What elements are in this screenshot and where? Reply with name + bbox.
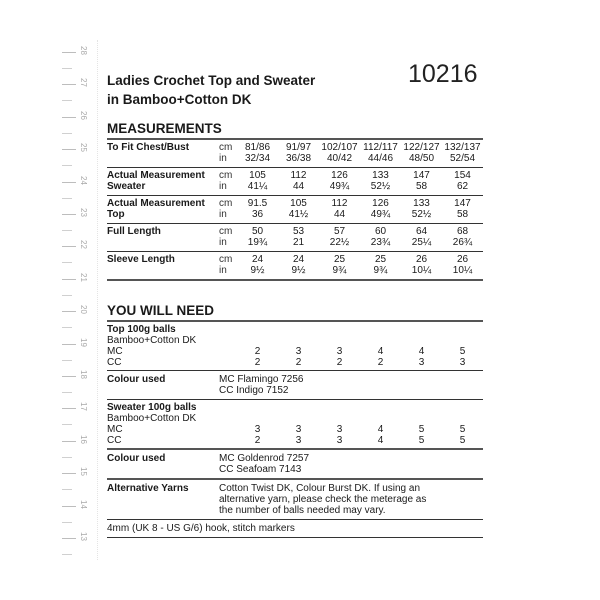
size-cell: 126 49¾ bbox=[329, 170, 350, 192]
ruler-minor-tick bbox=[62, 295, 72, 296]
ball-count: 5 bbox=[418, 424, 425, 435]
colour-used-label: Colour used bbox=[107, 374, 166, 385]
size-cell: 64 25¼ bbox=[411, 226, 432, 248]
you-will-need-section bbox=[107, 303, 483, 538]
ruler-minor-tick bbox=[62, 198, 72, 199]
ruler-minor-tick bbox=[62, 230, 72, 231]
title-line-1: Ladies Crochet Top and Sweater bbox=[107, 73, 316, 88]
ruler-minor-tick bbox=[62, 424, 72, 425]
ball-count: 2 bbox=[254, 435, 261, 446]
ball-count: 4 bbox=[377, 424, 384, 435]
sweater-yarn-name: Bamboo+Cotton DK bbox=[107, 413, 197, 424]
size-cell: 147 58 bbox=[413, 170, 430, 192]
measurement-values bbox=[237, 226, 483, 248]
ruler-label: 19 bbox=[79, 337, 88, 347]
size-cell: 24 9½ bbox=[291, 254, 306, 276]
size-cell: 60 23¾ bbox=[370, 226, 391, 248]
ruler-label: 16 bbox=[79, 434, 88, 444]
size-cell: 81/86 32/34 bbox=[244, 142, 271, 164]
size-cell: 147 58 bbox=[454, 198, 471, 220]
size-cell: 26 10¼ bbox=[411, 254, 432, 276]
measurement-values bbox=[237, 142, 483, 164]
measurement-units: cm in bbox=[219, 198, 233, 220]
pattern-number: 10216 bbox=[408, 60, 478, 88]
top-yarn-name: Bamboo+Cotton DK bbox=[107, 335, 197, 346]
title-line-2: in Bamboo+Cotton DK bbox=[107, 92, 252, 107]
ruler-minor-tick bbox=[62, 457, 72, 458]
ruler-tick bbox=[62, 376, 76, 377]
ruler-tick bbox=[62, 52, 76, 53]
ball-count: 2 bbox=[254, 357, 261, 368]
ruler-label: 27 bbox=[79, 78, 88, 88]
measurement-values bbox=[237, 170, 483, 192]
sweater-cc-row bbox=[107, 435, 483, 446]
margin-guide bbox=[97, 40, 98, 560]
cc-label: CC bbox=[107, 435, 122, 446]
measurement-units: cm in bbox=[219, 254, 233, 276]
measurement-units: cm in bbox=[219, 142, 233, 164]
ruler-label: 21 bbox=[79, 272, 88, 282]
measurement-units: cm in bbox=[219, 170, 233, 192]
ruler-tick bbox=[62, 279, 76, 280]
top-colour-row bbox=[107, 371, 483, 400]
ball-count: 2 bbox=[295, 357, 302, 368]
ruler-tick bbox=[62, 506, 76, 507]
size-cell: 112 44 bbox=[331, 198, 348, 220]
ruler-minor-tick bbox=[62, 392, 72, 393]
sweater-mc-row bbox=[107, 424, 483, 435]
top-yarn-header: Top 100g balls bbox=[107, 324, 176, 335]
measurement-label: Actual Measurement Sweater bbox=[107, 170, 205, 192]
measurement-row bbox=[107, 140, 483, 168]
alternative-yarns-text: Cotton Twist DK, Colour Burst DK. If using an alternative yarn, please check the meterage as the number of balls needed may vary. bbox=[219, 483, 427, 516]
size-cell: 102/107 40/42 bbox=[321, 142, 358, 164]
ruler-minor-tick bbox=[62, 489, 72, 490]
ruler-tick bbox=[62, 182, 76, 183]
ball-count: 3 bbox=[459, 357, 466, 368]
ball-count: 2 bbox=[254, 346, 261, 357]
ruler-tick bbox=[62, 117, 76, 118]
alternative-yarns-label: Alternative Yarns bbox=[107, 483, 189, 494]
ruler-minor-tick bbox=[62, 554, 72, 555]
ball-count: 3 bbox=[295, 424, 302, 435]
ball-count: 5 bbox=[459, 424, 466, 435]
alternative-yarns-row bbox=[107, 480, 483, 520]
top-mc-colour: MC Flamingo 7256 bbox=[219, 374, 304, 385]
size-cell: 53 21 bbox=[292, 226, 305, 248]
hook-notions: 4mm (UK 8 - US G/6) hook, stitch markers bbox=[107, 520, 483, 538]
ruler-label: 13 bbox=[79, 532, 88, 541]
ball-count: 3 bbox=[336, 424, 343, 435]
ruler-tick bbox=[62, 214, 76, 215]
ruler-minor-tick bbox=[62, 360, 72, 361]
top-mc-row bbox=[107, 346, 483, 357]
measurement-row bbox=[107, 196, 483, 224]
ruler bbox=[62, 0, 92, 600]
sweater-yarn-header: Sweater 100g balls bbox=[107, 402, 197, 413]
ruler-label: 23 bbox=[79, 208, 88, 217]
pattern-title bbox=[107, 71, 367, 109]
ball-count: 3 bbox=[295, 346, 302, 357]
sweater-yarn-block bbox=[107, 400, 483, 450]
size-cell: 26 10¼ bbox=[452, 254, 473, 276]
ruler-tick bbox=[62, 538, 76, 539]
ball-count: 4 bbox=[418, 346, 425, 357]
size-cell: 68 26¾ bbox=[452, 226, 473, 248]
size-cell: 112 44 bbox=[290, 170, 307, 192]
size-cell: 50 19¾ bbox=[247, 226, 268, 248]
ruler-label: 14 bbox=[79, 499, 88, 509]
ball-count: 3 bbox=[254, 424, 261, 435]
size-cell: 112/117 44/46 bbox=[363, 142, 398, 164]
size-cell: 57 22½ bbox=[329, 226, 350, 248]
size-cell: 91/97 36/38 bbox=[285, 142, 312, 164]
size-cell: 91.5 36 bbox=[247, 198, 268, 220]
ruler-label: 17 bbox=[79, 402, 88, 412]
ball-count: 4 bbox=[377, 435, 384, 446]
measurement-values bbox=[237, 198, 483, 220]
ball-count: 3 bbox=[336, 346, 343, 357]
top-yarn-block bbox=[107, 322, 483, 371]
ruler-label: 28 bbox=[79, 46, 88, 55]
ruler-label: 24 bbox=[79, 175, 88, 185]
top-cc-colour: CC Indigo 7152 bbox=[219, 385, 289, 396]
ruler-minor-tick bbox=[62, 522, 72, 523]
cc-label: CC bbox=[107, 357, 122, 368]
ball-count: 5 bbox=[459, 346, 466, 357]
sweater-colour-row bbox=[107, 450, 483, 480]
sweater-cc-colour: CC Seafoam 7143 bbox=[219, 464, 302, 475]
size-cell: 133 52½ bbox=[370, 170, 391, 192]
ruler-minor-tick bbox=[62, 133, 72, 134]
measurement-row bbox=[107, 168, 483, 196]
ruler-label: 18 bbox=[79, 370, 88, 379]
sweater-mc-colour: MC Goldenrod 7257 bbox=[219, 453, 310, 464]
ruler-label: 20 bbox=[79, 305, 88, 315]
colour-used-label: Colour used bbox=[107, 453, 166, 464]
measurement-row bbox=[107, 252, 483, 281]
ruler-tick bbox=[62, 84, 76, 85]
ruler-minor-tick bbox=[62, 262, 72, 263]
ruler-tick bbox=[62, 441, 76, 442]
measurements-heading: MEASUREMENTS bbox=[107, 121, 483, 140]
ball-count: 4 bbox=[377, 346, 384, 357]
ruler-minor-tick bbox=[62, 68, 72, 69]
mc-label: MC bbox=[107, 346, 123, 357]
ruler-label: 22 bbox=[79, 240, 88, 250]
ball-count: 5 bbox=[418, 435, 425, 446]
you-will-need-heading: YOU WILL NEED bbox=[107, 303, 483, 322]
size-cell: 122/127 48/50 bbox=[403, 142, 440, 164]
size-cell: 25 9¾ bbox=[373, 254, 388, 276]
ball-count: 3 bbox=[295, 435, 302, 446]
ruler-minor-tick bbox=[62, 165, 72, 166]
ruler-tick bbox=[62, 408, 76, 409]
ruler-minor-tick bbox=[62, 100, 72, 101]
size-cell: 132/137 52/54 bbox=[444, 142, 481, 164]
ruler-tick bbox=[62, 344, 76, 345]
size-cell: 24 9½ bbox=[250, 254, 265, 276]
measurement-values bbox=[237, 254, 483, 276]
ruler-label: 25 bbox=[79, 143, 88, 153]
ball-count: 3 bbox=[336, 435, 343, 446]
mc-label: MC bbox=[107, 424, 123, 435]
size-cell: 105 41½ bbox=[288, 198, 309, 220]
ruler-label: 26 bbox=[79, 110, 88, 120]
ball-count: 3 bbox=[418, 357, 425, 368]
measurement-label: Actual Measurement Top bbox=[107, 198, 205, 220]
ball-count: 5 bbox=[459, 435, 466, 446]
ruler-minor-tick bbox=[62, 327, 72, 328]
ball-count: 2 bbox=[336, 357, 343, 368]
size-cell: 126 49¾ bbox=[370, 198, 391, 220]
ruler-tick bbox=[62, 311, 76, 312]
measurements-section bbox=[107, 121, 483, 281]
size-cell: 154 62 bbox=[454, 170, 471, 192]
size-cell: 105 41¼ bbox=[247, 170, 268, 192]
top-cc-row bbox=[107, 357, 483, 368]
ruler-tick bbox=[62, 149, 76, 150]
measurement-row bbox=[107, 224, 483, 252]
ruler-tick bbox=[62, 246, 76, 247]
size-cell: 133 52½ bbox=[411, 198, 432, 220]
measurement-units: cm in bbox=[219, 226, 233, 248]
ruler-label: 15 bbox=[79, 467, 88, 477]
size-cell: 25 9¾ bbox=[332, 254, 347, 276]
measurement-label: Full Length bbox=[107, 226, 161, 237]
ruler-tick bbox=[62, 473, 76, 474]
measurement-label: Sleeve Length bbox=[107, 254, 175, 265]
measurement-label: To Fit Chest/Bust bbox=[107, 142, 190, 153]
ball-count: 2 bbox=[377, 357, 384, 368]
